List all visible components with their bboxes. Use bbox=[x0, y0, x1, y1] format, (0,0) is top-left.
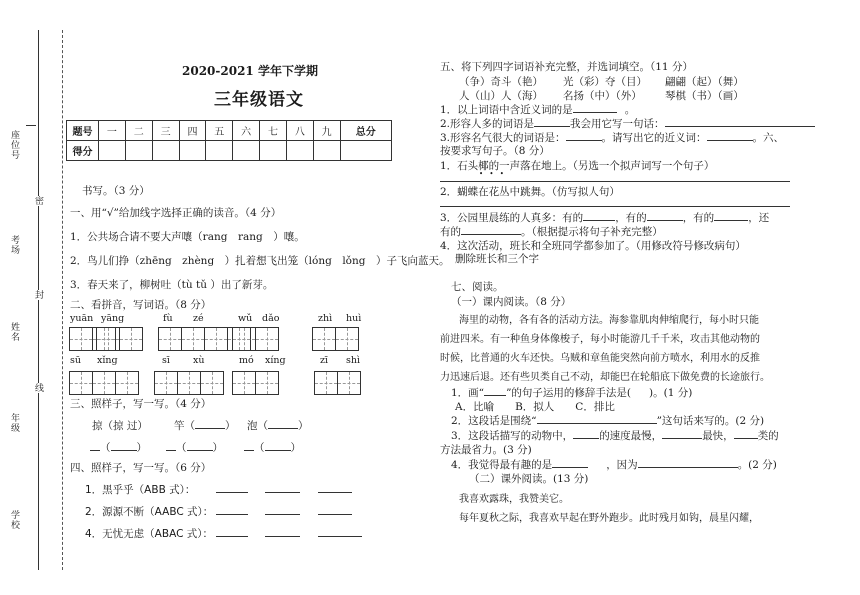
q3-blank[interactable] bbox=[111, 450, 137, 451]
question-7-1: 1．画“ ”的句子运用的修辞手法是( )。(1 分) bbox=[451, 387, 693, 399]
pinyin-4a: zhì bbox=[318, 313, 333, 324]
school-label: 学校 bbox=[9, 510, 19, 530]
char-box-group[interactable] bbox=[154, 371, 223, 395]
pinyin-1b: yāng bbox=[101, 313, 125, 324]
answer-line[interactable] bbox=[318, 514, 352, 515]
mi-label: 密 bbox=[33, 196, 43, 206]
reading-1-heading: （一）课内阅读。（8 分） bbox=[451, 296, 572, 308]
writing-section: 书写。（3 分） bbox=[82, 185, 150, 197]
q5-blank[interactable] bbox=[573, 112, 617, 113]
score-header-cell: 一 bbox=[99, 121, 126, 141]
q3-item-2: 竿（ ） bbox=[174, 420, 236, 432]
q3-item-5: （ ） bbox=[166, 440, 223, 455]
char-box-group[interactable] bbox=[232, 371, 278, 395]
pinyin-3b: dǎo bbox=[262, 313, 280, 324]
q5-blank[interactable] bbox=[566, 140, 602, 141]
score-header-cell: 八 bbox=[286, 121, 313, 141]
q7-blank[interactable] bbox=[638, 467, 738, 468]
question-5-3: 3.形容名气很大的词语是： 。请写出它的近义词： 。六、 bbox=[440, 132, 785, 144]
answer-line[interactable] bbox=[216, 536, 248, 537]
question-7-1-options: A．比喻 B．拟人 C．排比 bbox=[455, 401, 615, 413]
q3-blank[interactable] bbox=[166, 450, 176, 451]
score-row-label: 得分 bbox=[67, 141, 99, 161]
pinyin-6a: sī bbox=[162, 355, 170, 366]
word-3: 翩翩（起）（舞） bbox=[665, 76, 744, 88]
char-box-group[interactable] bbox=[314, 371, 360, 395]
q7-blank[interactable] bbox=[734, 438, 758, 439]
q6-blank[interactable] bbox=[714, 220, 748, 221]
q3-item-3: 泡（ ） bbox=[247, 420, 309, 432]
score-cell[interactable] bbox=[233, 141, 260, 161]
question-6-3: 3．公园里晨练的人真多：有的 ，有的 ，有的 ，还 bbox=[440, 212, 770, 224]
score-header-cell: 四 bbox=[179, 121, 206, 141]
score-header-cell: 七 bbox=[260, 121, 287, 141]
score-header-cell: 九 bbox=[313, 121, 340, 141]
score-header-row bbox=[67, 121, 392, 141]
score-cell[interactable] bbox=[125, 141, 152, 161]
extract-line-1: 我喜欢露珠，我赞美它。 bbox=[459, 494, 569, 505]
score-cell[interactable] bbox=[340, 141, 391, 161]
word-6: 琴棋（书）（画） bbox=[665, 90, 744, 102]
question-5-2: 2.形容人多的词语是 我会用它写一句话： bbox=[440, 116, 815, 131]
pinyin-5b: xǐng bbox=[97, 355, 118, 366]
score-header-cell: 总分 bbox=[340, 121, 391, 141]
passage-line-4: 力迅速后退。还有些贝类自己不动，却能巴在轮船底下做免费的长途旅行。 bbox=[440, 372, 770, 383]
section-2-heading: 二、看拼音，写词语。（8 分） bbox=[70, 299, 212, 311]
score-header-cell: 五 bbox=[206, 121, 233, 141]
pinyin-8b: shì bbox=[346, 355, 361, 366]
score-cell[interactable] bbox=[152, 141, 179, 161]
grade-label: 年级 bbox=[9, 413, 19, 433]
binding-line bbox=[38, 30, 39, 570]
pinyin-8a: zī bbox=[320, 355, 329, 366]
score-cell[interactable] bbox=[99, 141, 126, 161]
q5-blank[interactable] bbox=[534, 126, 570, 127]
question-6-3-cont: 有的 。（根据提示将句子补充完整） bbox=[440, 226, 663, 238]
question-7-3: 3．这段话描写的动物中， 的速度最慢， 最快， 类的 bbox=[451, 430, 779, 442]
question-6-4-note: 删除班长和三个字 bbox=[455, 253, 539, 265]
question-6-1: 1．石头椰的一声落在地上。（另选一个拟声词写一个句子） bbox=[440, 160, 715, 172]
extract-line-2: 每年夏秋之际，我喜欢早起在野外跑步。此时残月如钩，晨星闪耀， bbox=[459, 513, 759, 524]
q3-blank[interactable] bbox=[265, 450, 291, 451]
xian-label: 线 bbox=[33, 383, 43, 393]
question-4-2: 2．源源不断（AABC 式）： bbox=[85, 506, 214, 518]
pinyin-3a: wǔ bbox=[238, 313, 253, 324]
word-5: 名扬（中）（外） bbox=[563, 90, 642, 102]
answer-line[interactable] bbox=[216, 492, 248, 493]
score-header-cell: 六 bbox=[233, 121, 260, 141]
score-table bbox=[66, 120, 392, 161]
q3-item-4: （ ） bbox=[90, 440, 147, 455]
q7-blank[interactable] bbox=[662, 438, 702, 439]
feng-label: 封 bbox=[33, 290, 43, 300]
reading-2-heading: （二）课外阅读。(13 分) bbox=[469, 473, 589, 485]
question-7-2: 2．这段话是围绕“ ”这句话来写的。(2 分) bbox=[451, 415, 765, 427]
char-box-group[interactable] bbox=[69, 371, 138, 395]
score-header-cell: 题号 bbox=[67, 121, 99, 141]
emphasis-dots: • • • bbox=[479, 170, 506, 178]
pinyin-6b: xù bbox=[193, 355, 205, 366]
pinyin-2b: zé bbox=[193, 313, 204, 324]
char-box-group[interactable] bbox=[96, 327, 142, 351]
question-4-1: 1．黑乎乎（ABB 式）： bbox=[85, 484, 196, 496]
question-4-3: 4．无忧无虑（ABAC 式）： bbox=[85, 528, 213, 540]
question-5-1: 1．以上词语中含近义词的是 。 bbox=[440, 104, 636, 116]
school-year: 2020-2021 学年下学期 bbox=[182, 64, 318, 78]
q5-blank[interactable] bbox=[665, 126, 815, 127]
q6-blank[interactable] bbox=[583, 220, 615, 221]
room-label: 考场 bbox=[9, 235, 19, 255]
score-header-cell: 三 bbox=[152, 121, 179, 141]
seat-label: 座位号 bbox=[9, 130, 19, 160]
question-1-3: 3．春天来了，柳树吐（tù tǔ ）出了新芽。 bbox=[70, 279, 274, 291]
answer-line[interactable] bbox=[265, 492, 300, 493]
question-1-1: 1．公共场合请不要大声嚷（rang rang ）嚷。 bbox=[70, 231, 305, 243]
answer-line[interactable] bbox=[265, 514, 300, 515]
word-2: 光（彩）夺（目） bbox=[563, 76, 647, 88]
page-title: 三年级语文 bbox=[214, 90, 304, 110]
answer-line[interactable] bbox=[440, 181, 790, 182]
q7-blank[interactable] bbox=[537, 423, 657, 424]
section-7-heading: 七、阅读。 bbox=[451, 281, 504, 293]
section-3-heading: 三、照样子，写一写。（4 分） bbox=[70, 398, 212, 410]
q7-blank bbox=[484, 395, 506, 396]
binding-dashed-line bbox=[62, 30, 63, 570]
section-4-heading: 四、照样子，写一写。（6 分） bbox=[70, 462, 212, 474]
section-5-heading: 五、将下列四字词语补充完整，并选词填空。（11 分） bbox=[440, 61, 693, 73]
pinyin-7a: mó bbox=[239, 355, 254, 366]
q6-blank[interactable] bbox=[461, 234, 521, 235]
score-header-cell: 二 bbox=[125, 121, 152, 141]
score-cell[interactable] bbox=[179, 141, 206, 161]
q3-blank[interactable] bbox=[90, 450, 100, 451]
score-cell[interactable] bbox=[313, 141, 340, 161]
q5-blank[interactable] bbox=[707, 140, 753, 141]
pinyin-7b: xíng bbox=[265, 355, 286, 366]
question-7-4: 4．我觉得最有趣的是 ，因为 。(2 分) bbox=[451, 459, 777, 471]
word-4: 人（山）人（海） bbox=[459, 90, 543, 102]
answer-line[interactable] bbox=[318, 492, 352, 493]
passage-line-1: 海里的动物，各有各的活动方法。海参靠肌肉伸缩爬行，每小时只能 bbox=[459, 315, 759, 326]
answer-line[interactable] bbox=[216, 514, 248, 515]
q3-blank[interactable] bbox=[244, 450, 254, 451]
answer-line[interactable] bbox=[265, 536, 300, 537]
question-1-2: 2．鸟儿们挣（zhēng zhèng ）扎着想飞出笼（lóng lǒng ）子飞向蓝天。 bbox=[70, 255, 450, 267]
seat-underline bbox=[26, 125, 36, 126]
section-1-heading: 一、用“√”给加线字选择正确的读音。（4 分） bbox=[70, 207, 282, 219]
score-cell[interactable] bbox=[286, 141, 313, 161]
q7-blank[interactable] bbox=[573, 438, 599, 439]
q3-item-6: （ ） bbox=[244, 440, 301, 455]
char-box-group[interactable] bbox=[312, 327, 358, 351]
score-cell[interactable] bbox=[206, 141, 233, 161]
question-6-2: 2．蝴蝶在花丛中跳舞。（仿写拟人句） bbox=[440, 186, 620, 198]
q3-blank[interactable] bbox=[268, 428, 298, 429]
q3-blank[interactable] bbox=[187, 450, 213, 451]
q6-blank[interactable] bbox=[647, 220, 683, 221]
question-7-3-cont: 方法最省力。(3 分) bbox=[440, 444, 532, 456]
answer-line[interactable] bbox=[440, 206, 790, 207]
score-value-row bbox=[67, 141, 392, 161]
example-item: 掠（掠 过） bbox=[92, 420, 148, 432]
section-6-heading: 按要求写句子。（8 分） bbox=[440, 145, 550, 157]
pinyin-5a: sū bbox=[70, 355, 81, 366]
score-cell[interactable] bbox=[260, 141, 287, 161]
q7-blank[interactable] bbox=[552, 467, 588, 468]
pinyin-1a: yuān bbox=[70, 313, 94, 324]
question-6-4: 4．这次活动，班长和全班同学都参加了。（用修改符号修改病句） bbox=[440, 240, 746, 252]
pinyin-2a: fù bbox=[163, 313, 173, 324]
name-label: 姓名 bbox=[9, 322, 19, 342]
q3-blank[interactable] bbox=[195, 428, 225, 429]
char-box-group[interactable] bbox=[232, 327, 278, 351]
passage-line-3: 时候，比普通的火车还快。乌贼和章鱼能突然向前方喷水，利用水的反推 bbox=[440, 353, 760, 364]
word-1: （争）奇斗（艳） bbox=[459, 76, 543, 88]
pinyin-4b: huì bbox=[346, 313, 362, 324]
passage-line-2: 前进四米。有一种鱼身体像梭子，每小时能游几千千米，攻击其他动物的 bbox=[440, 334, 760, 345]
answer-line[interactable] bbox=[318, 536, 362, 537]
